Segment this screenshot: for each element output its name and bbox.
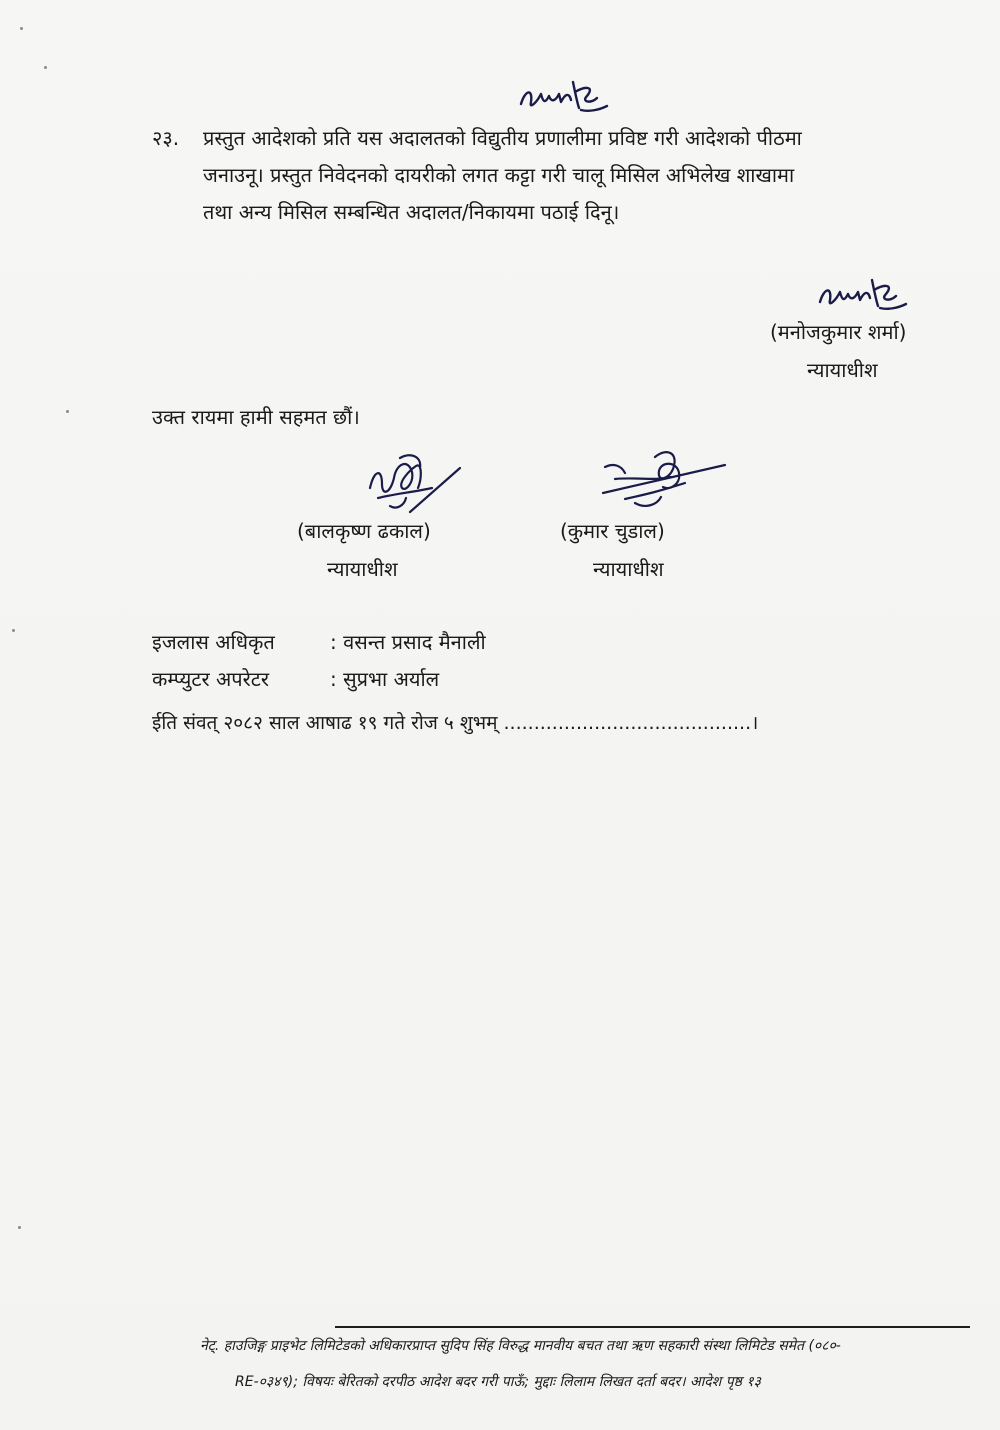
- speck-4: [18, 1226, 21, 1229]
- main-judge-title: न्यायाधीश: [807, 358, 878, 382]
- signature-right-judge: [595, 443, 735, 523]
- computer-operator-label: कम्प्युटर अपरेटर: [152, 667, 270, 691]
- paragraph-line-2: जनाउनू। प्रस्तुत निवेदनको दायरीको लगत कट्टा गरी चालू मिसिल अभिलेख शाखामा: [203, 163, 795, 187]
- right-judge-title: न्यायाधीश: [593, 557, 664, 581]
- signature-left-judge: [360, 448, 470, 528]
- paragraph-line-3: तथा अन्य मिसिल सम्बन्धित अदालत/निकायमा पठाई दिनू।: [203, 200, 620, 224]
- left-judge-name: (बालकृष्ण ढकाल): [297, 519, 431, 543]
- computer-operator-value: : सुप्रभा अर्याल: [330, 667, 440, 691]
- bench-officer-value: : वसन्त प्रसाद मैनाली: [330, 630, 486, 654]
- speck-3: [66, 410, 69, 413]
- footer-rule: [335, 1326, 970, 1328]
- speck-2: [20, 27, 23, 30]
- paragraph-number: २३.: [152, 126, 180, 150]
- agreement-statement: उक्त रायमा हामी सहमत छौं।: [152, 405, 360, 429]
- footer-line-2: RE-०३४९); विषयः बेरितको दरपीठ आदेश बदर गरी पाऊँ; मुद्दाः लिलाम लिखत दर्ता बदर। आदेश पृष्ठ १३: [235, 1374, 761, 1390]
- bench-officer-label: इजलास अधिकृत: [152, 630, 275, 654]
- right-judge-name: (कुमार चुडाल): [560, 519, 665, 543]
- initial-signature-top: [515, 72, 615, 120]
- speck-5: [12, 629, 15, 632]
- footer-line-1: नेट्. हाउजिङ्ग प्राइभेट लिमिटेडको अधिकारप्राप्त सुदिप सिंह विरुद्ध मानवीय बचत तथा ऋण सहकारी संस्था लिमिटेड समेत (०८०-: [200, 1338, 841, 1354]
- paragraph-line-1: प्रस्तुत आदेशको प्रति यस अदालतको विद्युतीय प्रणालीमा प्रविष्ट गरी आदेशको पीठमा: [203, 126, 802, 150]
- speck-1: [44, 66, 47, 69]
- left-judge-title: न्यायाधीश: [327, 557, 398, 581]
- main-judge-name: (मनोजकुमार शर्मा): [770, 320, 907, 344]
- date-line: ईति संवत् २०८२ साल आषाढ १९ गते रोज ५ शुभम् .........................................।: [152, 712, 759, 734]
- signature-main-judge: [814, 268, 914, 318]
